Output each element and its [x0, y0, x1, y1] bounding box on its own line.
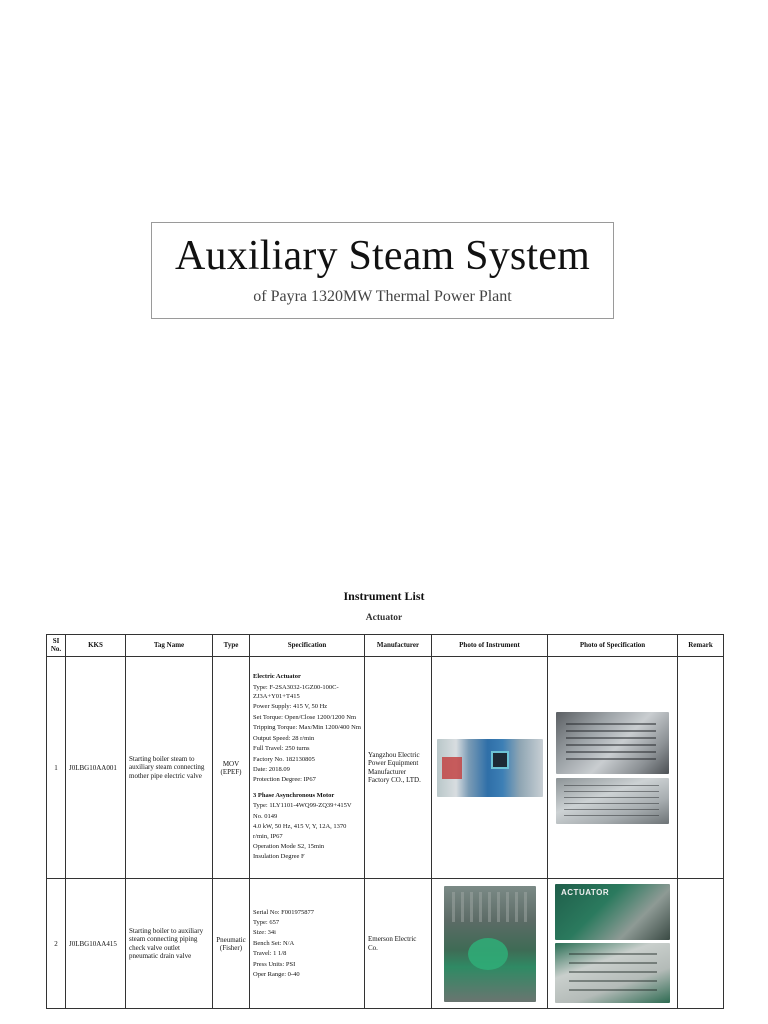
- header-manufacturer: Manufacturer: [365, 635, 432, 657]
- row-specification: [250, 879, 365, 1009]
- row-kks: J0LBG10AA415: [66, 879, 126, 1009]
- row-remark: [678, 657, 724, 879]
- header-kks: KKS: [66, 635, 126, 657]
- header-specification: Specification: [250, 635, 365, 657]
- row-manufacturer: Emerson Electric Co.: [365, 879, 432, 1009]
- header-remark: Remark: [678, 635, 724, 657]
- cover-title-box: [151, 222, 614, 319]
- row-kks: J0LBG10AA001: [66, 657, 126, 879]
- spec-line: Operation Mode S2, 15min: [253, 842, 325, 850]
- header-photo-instrument: Photo of Instrument: [432, 635, 548, 657]
- instrument-list-subtitle: Actuator: [365, 613, 403, 623]
- header-tag-name: Tag Name: [126, 635, 213, 657]
- row-photo-specification: [548, 879, 678, 1009]
- actuator-nameplate-photo: [556, 712, 669, 774]
- table-row: [47, 879, 724, 1009]
- spec-line: Tripping Torque: Max/Min 1200/400 Nm: [253, 724, 361, 732]
- row-tag-name: Starting boiler steam to auxiliary steam connecting mother pipe electric valve: [126, 657, 213, 879]
- spec-line: Power Supply: 415 V, 50 Hz: [253, 703, 328, 711]
- pneumatic-actuator-photo: [444, 886, 536, 1002]
- row-specification: [250, 657, 365, 879]
- spec-line: Factory No. 182130805: [253, 755, 315, 763]
- row-tag-name: Starting boiler to auxiliary steam connecting piping check valve outlet pneumatic drain valve: [126, 879, 213, 1009]
- spec-line: Oper Range: 0-40: [253, 971, 300, 979]
- table-header-row: [47, 635, 724, 657]
- spec-heading: Electric Actuator: [253, 673, 301, 681]
- electric-actuator-photo: [437, 739, 543, 797]
- spec-nameplate-photo: [555, 943, 670, 1003]
- row-type: MOV (EPEF): [213, 657, 250, 879]
- row-manufacturer: Yangzhou Electric Power Equipment Manufacturer Factory CO., LTD.: [365, 657, 432, 879]
- header-photo-specification: Photo of Specification: [548, 635, 678, 657]
- spec-line: No. 0149: [253, 812, 278, 820]
- motor-nameplate-photo: [556, 778, 669, 824]
- spec-line: Insulation Degree F: [253, 853, 305, 861]
- spec-line: Serial No: F001975877: [253, 908, 315, 916]
- instrument-table: [46, 634, 724, 1009]
- row-photo-specification: [548, 657, 678, 879]
- cover-title: Auxiliary Steam System: [174, 233, 591, 279]
- header-si-no: SI No.: [47, 635, 66, 657]
- spec-line: Full Travel: 250 turns: [253, 745, 310, 753]
- spec-line: Output Speed: 28 r/min: [253, 734, 315, 742]
- spec-line: Size: 34i: [253, 929, 276, 937]
- actuator-nameplate-photo: [555, 884, 670, 940]
- row-photo-instrument: [432, 879, 548, 1009]
- spec-line: 4.0 kW, 50 Hz, 415 V, Y, 12A, 1370 r/min, IP67: [253, 823, 347, 840]
- spec-line: Press Units: PSI: [253, 960, 296, 968]
- cover-subtitle: of Payra 1320MW Thermal Power Plant: [253, 288, 512, 305]
- row-no: 2: [47, 879, 66, 1009]
- spec-line: Date: 2018.09: [253, 766, 290, 773]
- row-photo-instrument: [432, 657, 548, 879]
- spec-line: Protection Degree: IP67: [253, 776, 316, 784]
- table-row: [47, 657, 724, 879]
- spec-line: Type: 657: [253, 918, 280, 926]
- spec-line: Bench Set: N/A: [253, 939, 295, 947]
- instrument-list-title: Instrument List: [343, 589, 425, 603]
- spec-line: Type: 1LY1101-4WQ99-ZQ39+415V: [253, 802, 352, 810]
- header-type: Type: [213, 635, 250, 657]
- spec-line: Travel: 1 1/8: [253, 950, 287, 958]
- spec-line: Set Torque: Open/Close 1200/1200 Nm: [253, 713, 357, 721]
- row-no: 1: [47, 657, 66, 879]
- row-type: Pneumatic (Fisher): [213, 879, 250, 1009]
- spec-line: Type: F-2SA3032-1GZ00-100C-ZJ3A+Y01+T415: [253, 683, 339, 701]
- row-remark: [678, 879, 724, 1009]
- nameplate-text: ACTUATOR: [561, 888, 610, 897]
- spec-heading: 3 Phase Asynchronous Motor: [253, 791, 335, 799]
